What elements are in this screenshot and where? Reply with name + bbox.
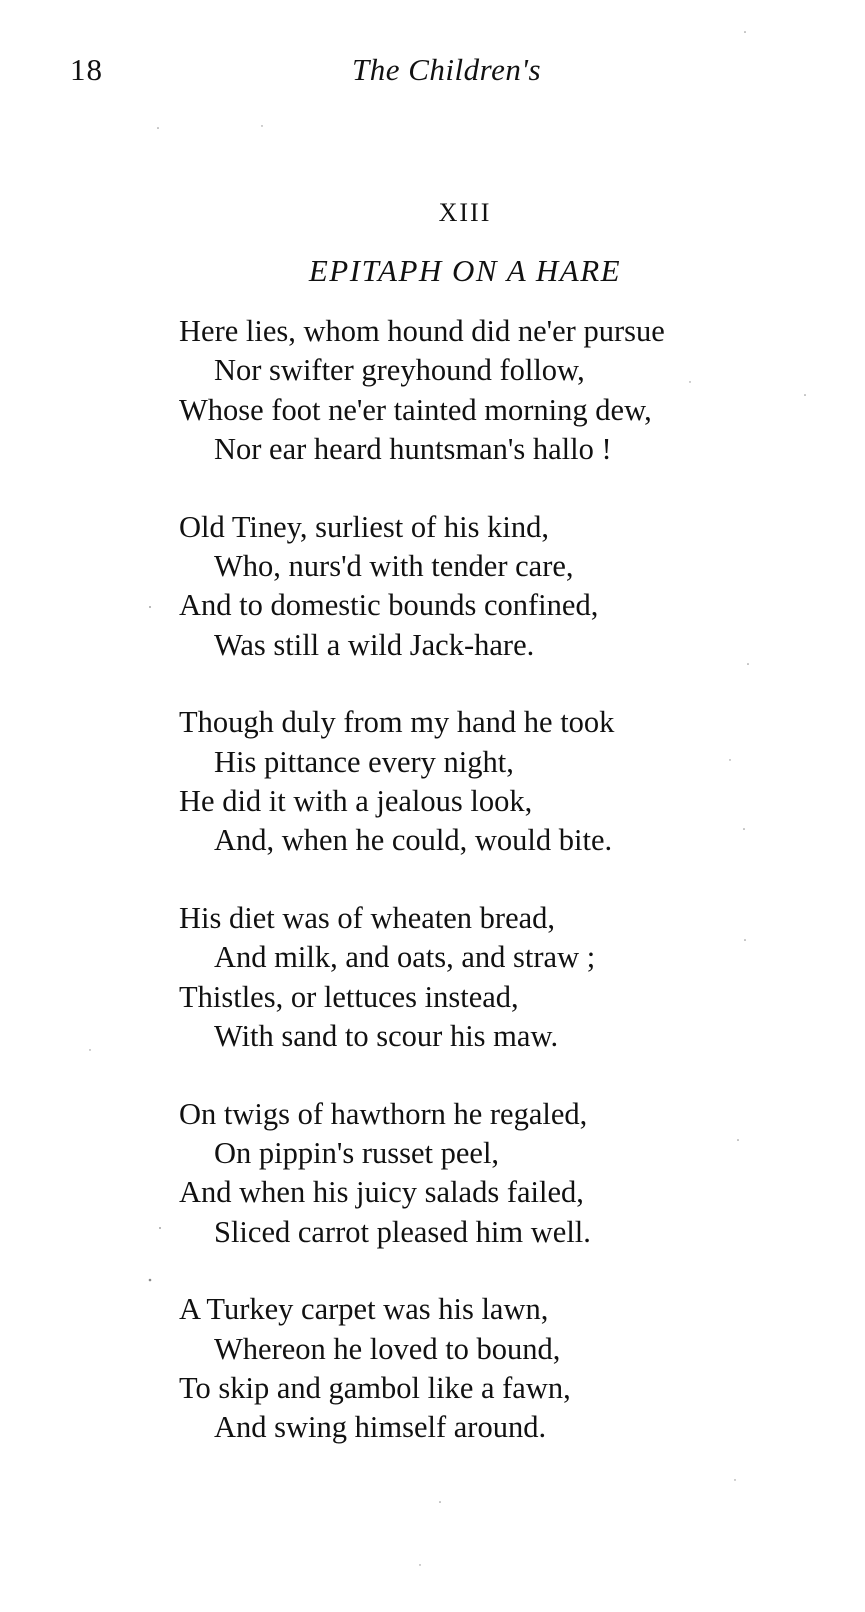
stanza: [179, 1095, 819, 1252]
poem-line: A Turkey carpet was his lawn,: [179, 1292, 549, 1327]
stanza: [179, 899, 819, 1056]
poem-line: Whose foot ne'er tainted morning dew,: [179, 392, 652, 427]
poem-line: Sliced carrot pleased him well.: [214, 1214, 591, 1249]
stanza: [179, 703, 819, 860]
running-title: The Children's: [352, 52, 542, 87]
running-head: [0, 52, 865, 102]
poem-line: And when his juicy salads failed,: [179, 1175, 584, 1210]
stanza: [179, 312, 819, 469]
stanza: [179, 508, 819, 665]
poem-line: To skip and gambol like a fawn,: [179, 1371, 571, 1406]
poem-line: On pippin's russet peel,: [214, 1136, 500, 1171]
stanza: [179, 1290, 819, 1447]
poem-line: Thistles, or lettuces instead,: [179, 979, 519, 1014]
page-number: 18: [70, 52, 103, 87]
poem-body: [179, 312, 819, 1486]
poem-line: His diet was of wheaten bread,: [179, 901, 556, 936]
poem-line: Though duly from my hand he took: [179, 705, 615, 740]
poem-line: Old Tiney, surliest of his kind,: [179, 509, 549, 544]
poem-line: Who, nurs'd with tender care,: [214, 548, 574, 583]
poem-line: With sand to scour his maw.: [214, 1018, 559, 1053]
poem-numeral: XIII: [438, 198, 492, 227]
poem-line: Was still a wild Jack-hare.: [214, 627, 535, 662]
poem-line: Here lies, whom hound did ne'er pursue: [179, 314, 665, 348]
poem-line: And swing himself around.: [214, 1410, 547, 1445]
poem-line: And, when he could, would bite.: [214, 823, 613, 858]
poem-line: And to domestic bounds confined,: [179, 588, 599, 623]
poem-line: His pittance every night,: [214, 744, 514, 779]
poem-line: On twigs of hawthorn he regaled,: [179, 1096, 588, 1131]
poem-line: Whereon he loved to bound,: [214, 1331, 561, 1366]
poem-line: Nor swifter greyhound follow,: [214, 353, 585, 388]
poem-line: He did it with a jealous look,: [179, 783, 533, 818]
poem-title: EPITAPH ON A HARE: [308, 253, 622, 288]
poem-line: And milk, and oats, and straw ;: [214, 940, 596, 975]
poem-line: Nor ear heard huntsman's hallo !: [214, 431, 612, 466]
